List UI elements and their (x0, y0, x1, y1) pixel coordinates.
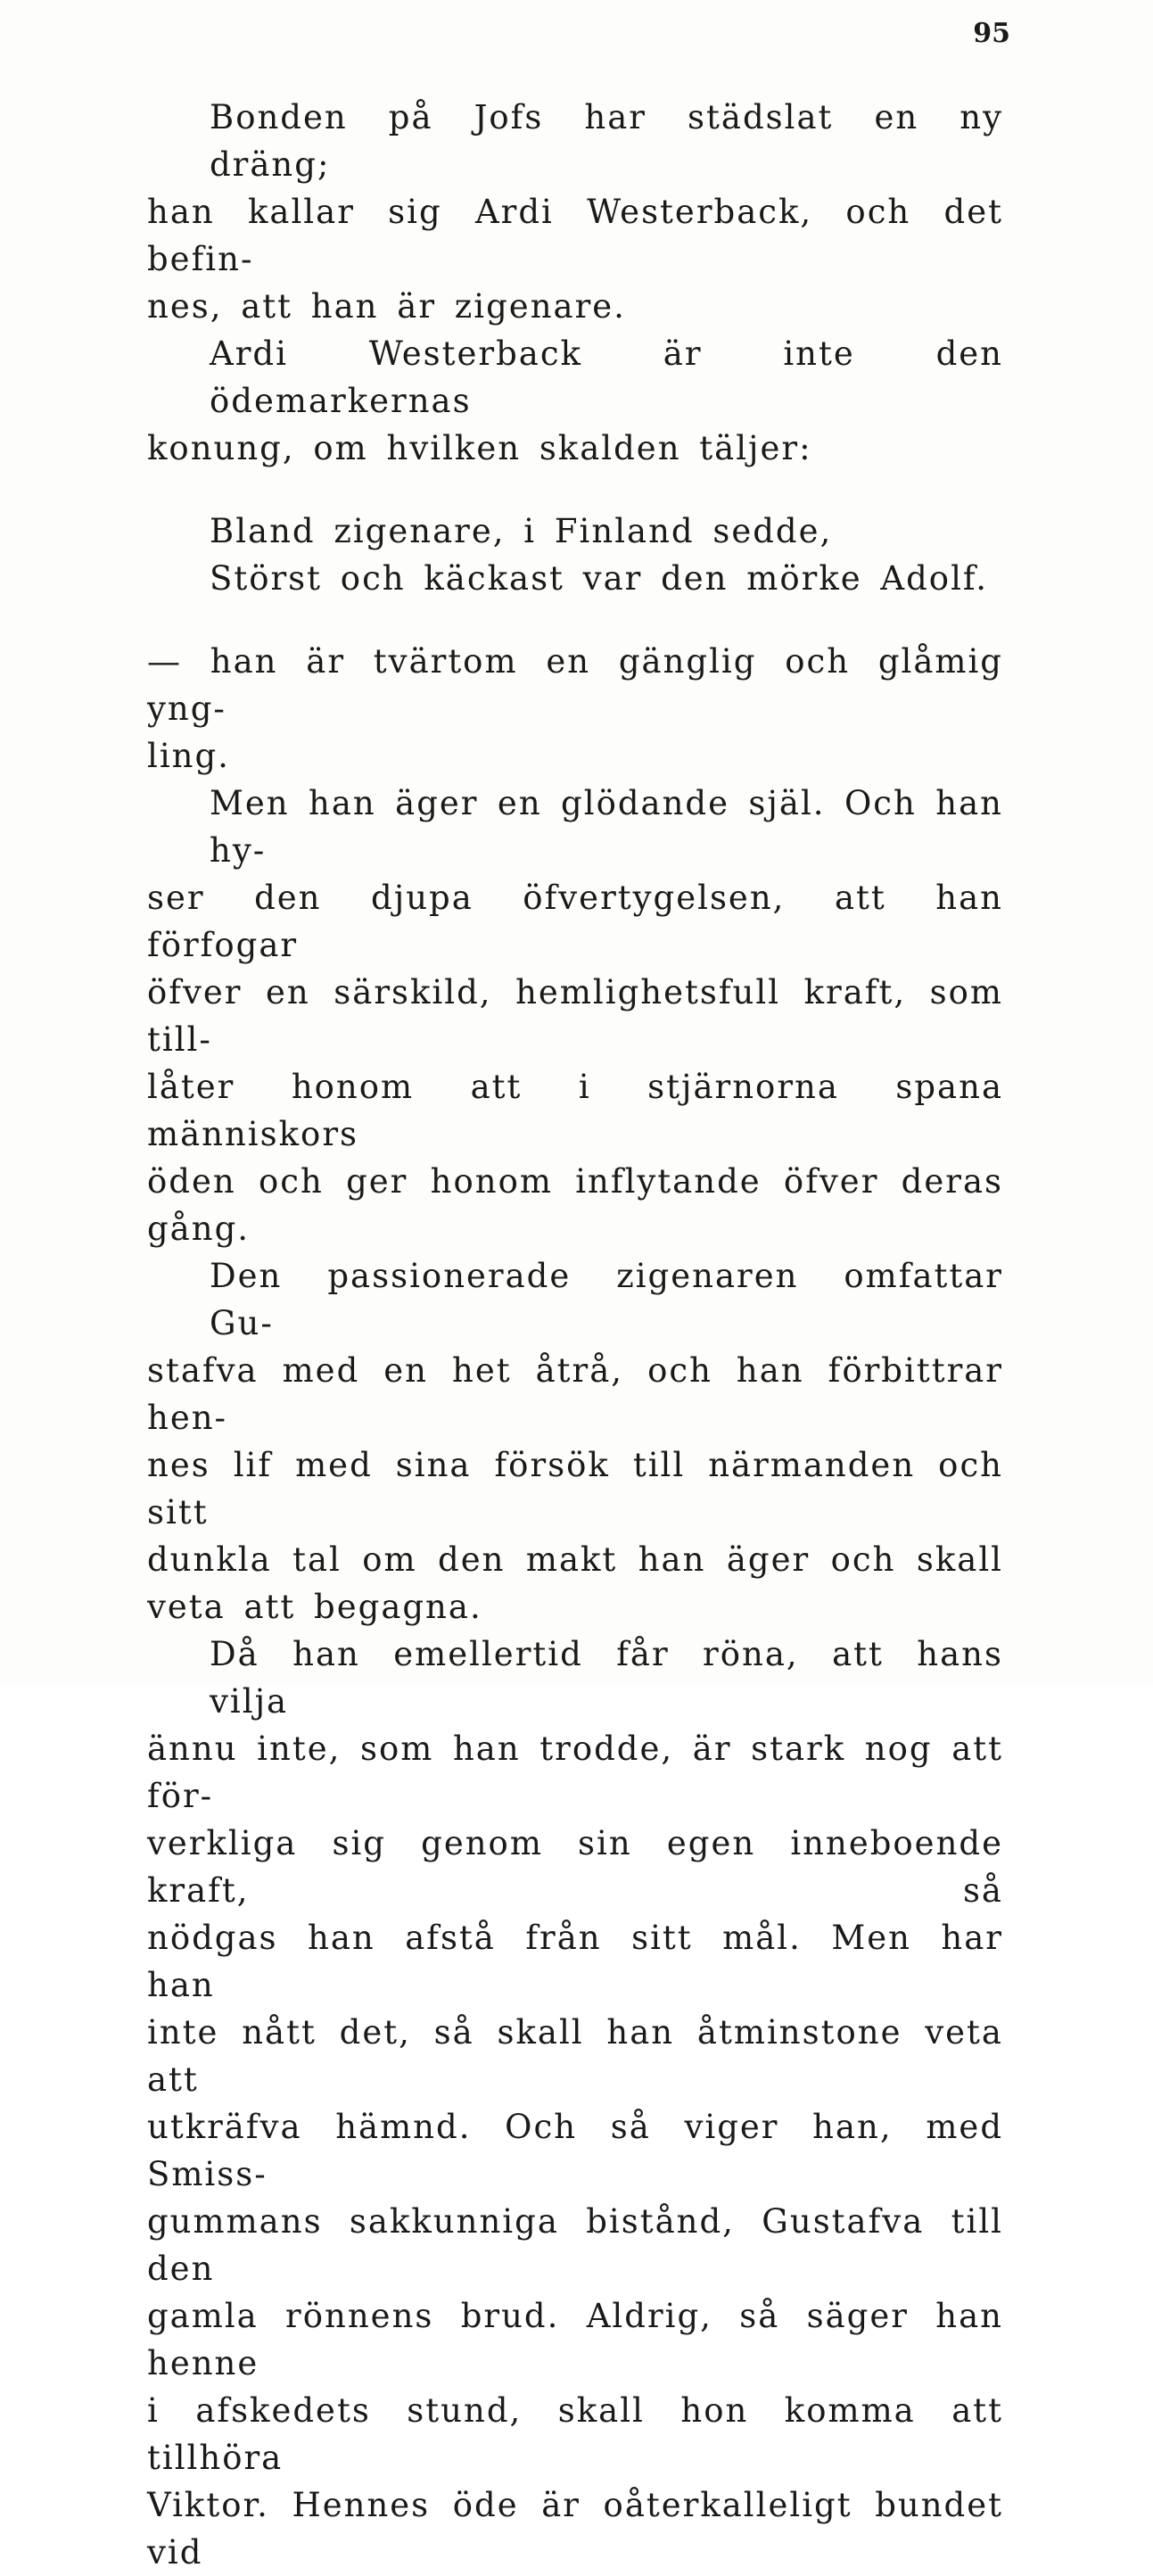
text-line: Då han emellertid får röna, att hans vilja (210, 1635, 1003, 1721)
paragraph (147, 94, 1003, 330)
text-line: ser den djupa öfvertygelsen, att han förfogar (147, 879, 1003, 964)
text-line: nödgas han afstå från sitt mål. Men har han (147, 1919, 1003, 2004)
body-text (147, 94, 1003, 2576)
text-line: Viktor. Hennes öde är oåterkalleligt bundet vid (147, 2486, 1003, 2572)
text-line: i afskedets stund, skall hon komma att tillhöra (147, 2391, 1003, 2477)
paragraph (147, 780, 1003, 1252)
text-line: nes lif med sina försök till närmanden och sitt (147, 1446, 1003, 1532)
text-line: Den passionerade zigenaren omfattar Gu- (210, 1257, 1003, 1342)
text-line: — han är tvärtom en gänglig och glåmig yng- (147, 642, 1003, 728)
text-line: gummans sakkunniga bistånd, Gustafva till den (147, 2202, 1003, 2288)
text-line: dunkla tal om den makt han äger och skall (147, 1540, 1003, 1579)
verse-line: Bland zigenare, i Finland sedde, (210, 512, 833, 550)
text-line: öden och ger honom inflytande öfver deras gång. (147, 1162, 1003, 1248)
text-line: Ardi Westerback är inte den ödemarkernas (210, 334, 1003, 420)
text-line: ling. (147, 737, 230, 775)
text-line: konung, om hvilken skalden täljer: (147, 429, 812, 467)
paragraph (147, 1252, 1003, 1631)
text-line: stafva med en het åtrå, och han förbittrar hen- (147, 1351, 1003, 1437)
text-line: öfver en särskild, hemlighetsfull kraft, som till- (147, 973, 1003, 1059)
text-line: låter honom att i stjärnorna spana människors (147, 1068, 1003, 1153)
verse-quote (147, 508, 1003, 602)
text-line: ännu inte, som han trodde, är stark nog att för- (147, 1730, 1003, 1815)
text-line: han kallar sig Ardi Westerback, och det befin- (147, 193, 1003, 278)
paragraph (147, 330, 1003, 472)
verse-line: Störst och käckast var den mörke Adolf. (210, 559, 989, 598)
text-line: veta att begagna. (147, 1588, 482, 1626)
page-number: 95 (973, 18, 1010, 49)
text-line: Men han äger en glödande själ. Och han hy- (210, 784, 1003, 870)
text-line: Bonden på Jofs har städslat en ny dräng; (210, 98, 1003, 184)
text-line: inte nått det, så skall han åtminstone veta att (147, 2013, 1003, 2099)
text-line: nes, att han är zigenare. (147, 287, 626, 326)
text-line: gamla rönnens brud. Aldrig, så säger han henne (147, 2297, 1003, 2382)
text-line: verkliga sig genom sin egen inneboende kraft, så (147, 1824, 1003, 1910)
text-line: utkräfva hämnd. Och så viger han, med Smiss- (147, 2108, 1003, 2193)
paragraph (147, 638, 1003, 780)
paragraph (147, 1631, 1003, 2576)
